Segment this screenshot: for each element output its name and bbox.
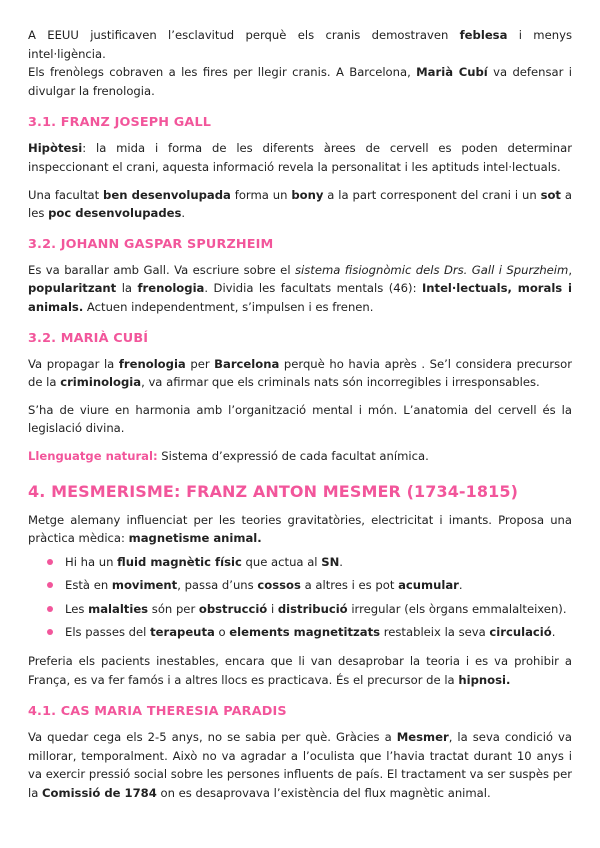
document-page: [28, 26, 572, 803]
mesmer-paragraph-2: Preferia els pacients inestables, encara que li van desaprobar la teoria i es va prohibir a França, es va fer famós i a altres llocs es practicava. És el precursor de la hipnosi.: [28, 654, 572, 687]
bullet-icon: [47, 582, 53, 588]
paradis-paragraph: Va quedar cega els 2-5 anys, no se sabia per què. Gràcies a Mesmer, la seva condició va millorar, temporalment. Això no va agradar a l’oculista que l’havia tractat durant 10 anys i va exercir pressió social sobre les persones influents de país. El tractament va ser suspès per la Comissió de 1784 on es desaprovava l’existència del flux magnètic animal.: [28, 730, 572, 801]
section-heading-paradis: 4.1. CAS MARIA THERESIA PARADIS: [28, 704, 287, 720]
list-item: Hi ha un fluid magnètic físic que actua al SN.: [28, 553, 572, 572]
spurzheim-paragraph: Es va barallar amb Gall. Va escriure sobre el sistema fisiognòmic dels Drs. Gall i Spurzheim, popularitzant la frenologia. Dividia les facultats mentals (46): Intel·lectuals, morals i animals. Actuen independentment, s’impulsen i es frenen.: [28, 262, 572, 314]
list-item: Està en moviment, passa d’uns cossos a altres i es pot acumular.: [28, 576, 572, 595]
mesmer-intro: Metge alemany influenciat per les teories gravitatòries, electricitat i imants. Proposa una pràctica mèdica: magnetisme animal.: [28, 512, 572, 546]
mesmer-bullet-list: [28, 553, 572, 642]
section-heading-mesmerism: 4. MESMERISME: FRANZ ANTON MESMER (1734-1815): [28, 481, 519, 501]
bullet-icon: [47, 559, 53, 565]
gall-faculties: Una facultat ben desenvolupada forma un bony a la part corresponent del crani i un sot a les poc desenvolupades.: [28, 187, 572, 221]
cubi-natural-language: Llenguatge natural: Sistema d’expressió de cada facultat anímica.: [28, 448, 429, 463]
gall-hypothesis: Hipòtesi: la mida i forma de les diferents àrees de cervell es poden determinar inspeccionant el crani, aquesta informació revela la personalitat i les aptituds intel·lectuals.: [28, 141, 572, 174]
section-heading-spurzheim: 3.2. JOHANN GASPAR SPURZHEIM: [28, 236, 274, 252]
bullet-icon: [47, 629, 53, 635]
section-heading-gall: 3.1. FRANZ JOSEPH GALL: [28, 115, 212, 131]
list-item: Els passes del terapeuta o elements magnetitzats restableix la seva circulació.: [28, 623, 572, 642]
section-heading-cubi: 3.2. MARIÀ CUBÍ: [28, 330, 149, 346]
intro-paragraph-1: A EEUU justificaven l’esclavitud perquè els cranis demostraven feblesa i menys intel·ligència.: [28, 28, 572, 61]
bullet-icon: [47, 606, 53, 612]
cubi-paragraph-2: S’ha de viure en harmonia amb l’organització mental i món. L’anatomia del cervell és la legislació divina.: [28, 402, 572, 436]
intro-paragraph-2: Els frenòlegs cobraven a les fires per llegir cranis. A Barcelona, Marià Cubí va defensar i divulgar la frenologia.: [28, 65, 572, 98]
cubi-paragraph-1: Va propagar la frenologia per Barcelona perquè ho havia après . Se’l considera precursor de la criminologia, va afirmar que els criminals nats són incorregibles i irresponsables.: [28, 356, 572, 390]
list-item: Les malalties són per obstrucció i distribució irregular (els òrgans emmalalteixen).: [28, 600, 572, 619]
